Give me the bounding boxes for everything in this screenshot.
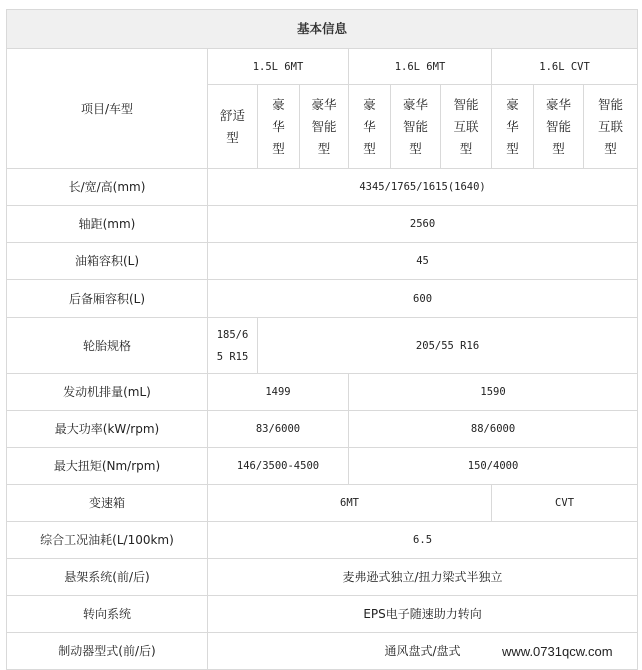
row-value: 1590 (349, 374, 638, 411)
row-value: CVT (492, 485, 638, 522)
row-value: 45 (208, 243, 638, 280)
table-row (7, 522, 638, 559)
row-label: 轮胎规格 (7, 318, 208, 374)
trim-header: 智能 互联 型 (441, 85, 492, 169)
table-row (7, 596, 638, 633)
trim-header: 豪 华 型 (492, 85, 534, 169)
table-row (7, 280, 638, 318)
row-value: 600 (208, 280, 638, 318)
section-title: 基本信息 (7, 10, 638, 49)
row-value: 185/6 5 R15 (208, 318, 258, 374)
row-value: 150/4000 (349, 448, 638, 485)
trim-header: 豪华 智能 型 (391, 85, 441, 169)
row-label: 油箱容积(L) (7, 243, 208, 280)
row-value: 4345/1765/1615(1640) (208, 169, 638, 206)
trim-header: 豪 华 型 (258, 85, 300, 169)
table-row (7, 448, 638, 485)
row-value: 1499 (208, 374, 349, 411)
row-label: 制动器型式(前/后) (7, 633, 208, 670)
spec-table (6, 9, 638, 670)
row-value: 6.5 (208, 522, 638, 559)
row-value: 麦弗逊式独立/扭力梁式半独立 (208, 559, 638, 596)
engine-header-1-6-cvt: 1.6L CVT (492, 49, 638, 85)
engine-header-1-6-mt: 1.6L 6MT (349, 49, 492, 85)
row-label: 转向系统 (7, 596, 208, 633)
table-row (7, 206, 638, 243)
row-value: 205/55 R16 (258, 318, 638, 374)
row-label: 发动机排量(mL) (7, 374, 208, 411)
row-value: 83/6000 (208, 411, 349, 448)
row-label: 悬架系统(前/后) (7, 559, 208, 596)
row-label: 综合工况油耗(L/100km) (7, 522, 208, 559)
watermark: www.0731qcw.com (498, 642, 617, 661)
row-value: EPS电子随速助力转向 (208, 596, 638, 633)
table-row (7, 169, 638, 206)
trim-header: 智能 互联 型 (584, 85, 638, 169)
row-value: 146/3500-4500 (208, 448, 349, 485)
row-label: 变速箱 (7, 485, 208, 522)
item-model-header: 项目/车型 (7, 49, 208, 169)
table-row (7, 559, 638, 596)
row-value: 6MT (208, 485, 492, 522)
row-label: 后备厢容积(L) (7, 280, 208, 318)
row-label: 轴距(mm) (7, 206, 208, 243)
trim-header: 舒适 型 (208, 85, 258, 169)
table-row (7, 411, 638, 448)
row-value: 2560 (208, 206, 638, 243)
table-row (7, 374, 638, 411)
engine-header-1-5-mt: 1.5L 6MT (208, 49, 349, 85)
trim-header: 豪 华 型 (349, 85, 391, 169)
row-label: 最大功率(kW/rpm) (7, 411, 208, 448)
table-row (7, 243, 638, 280)
row-label: 最大扭矩(Nm/rpm) (7, 448, 208, 485)
table-row (7, 485, 638, 522)
row-value: 88/6000 (349, 411, 638, 448)
row-value: 通风盘式/盘式 (208, 633, 638, 670)
table-row (7, 318, 638, 374)
trim-header: 豪华 智能 型 (534, 85, 584, 169)
trim-header: 豪华 智能 型 (300, 85, 349, 169)
row-label: 长/宽/高(mm) (7, 169, 208, 206)
